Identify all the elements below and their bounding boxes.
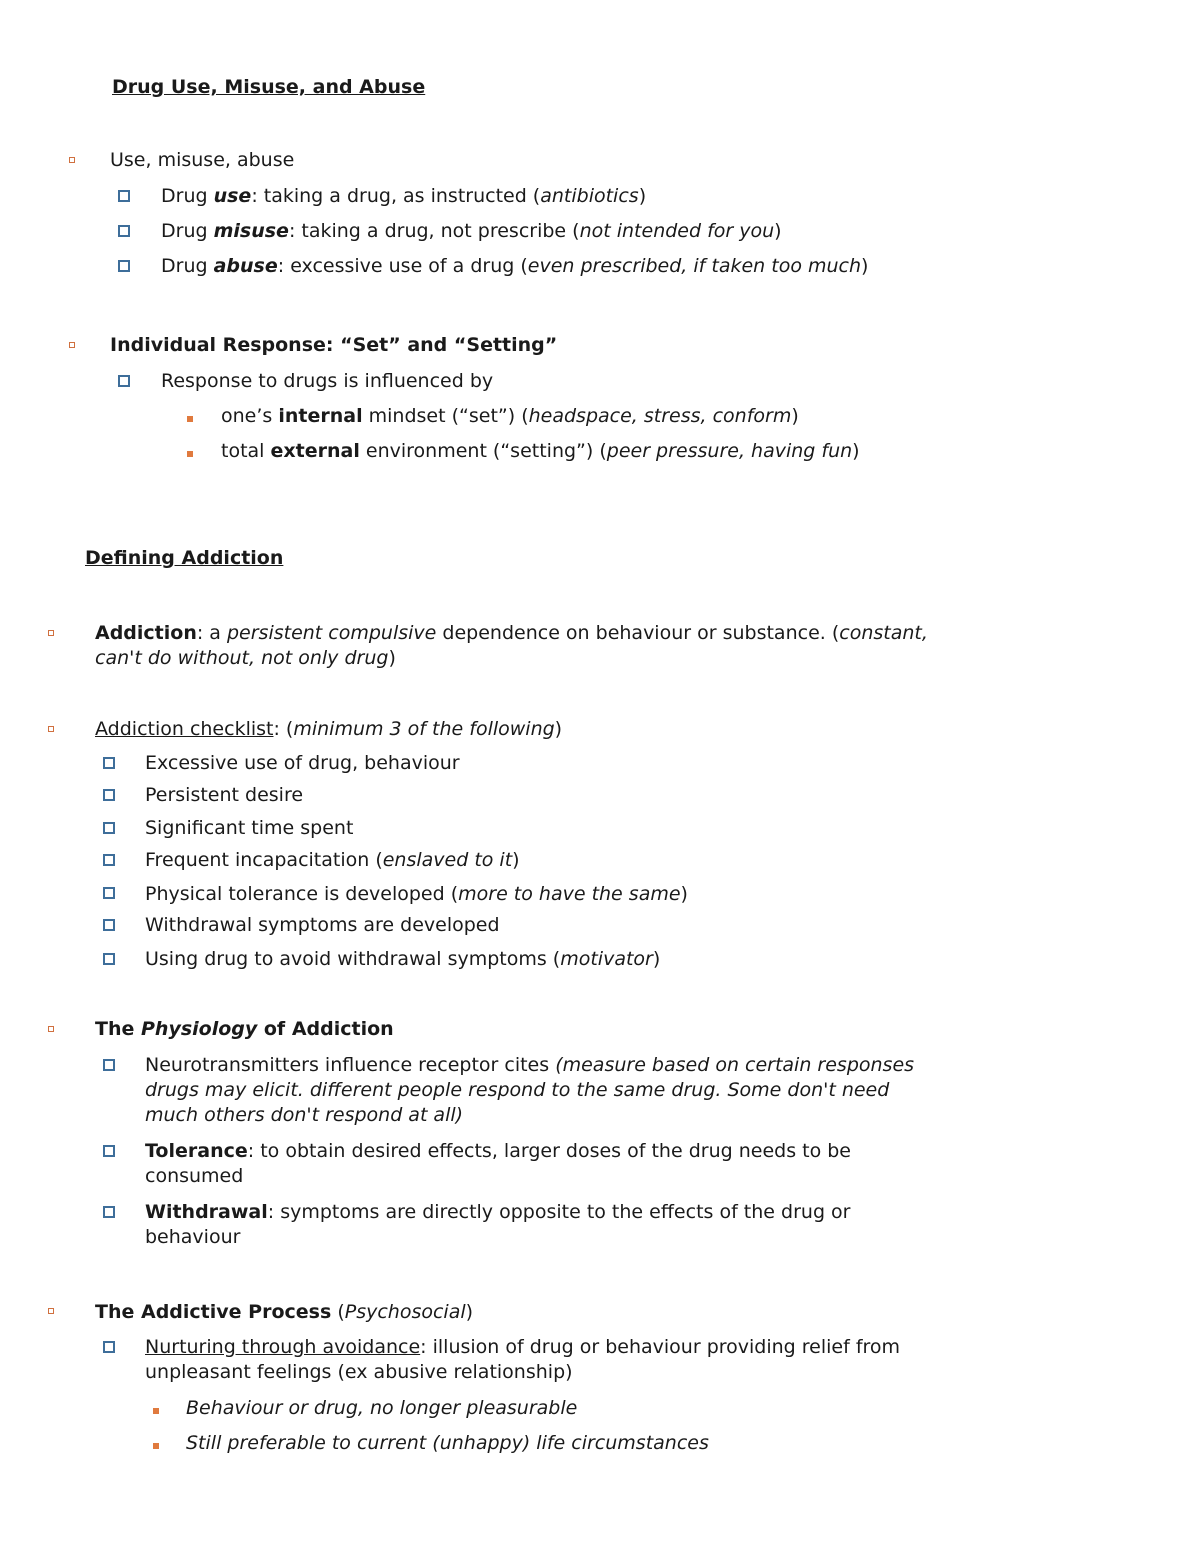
list-item-external-environment: total external environment (“setting”) (peer pressure, having fun) [221,440,860,462]
process-subitem: Behaviour or drug, no longer pleasurable [186,1397,578,1419]
checklist-item: Significant time spent [145,817,354,839]
checkbox-bullet-icon [103,887,115,899]
list-item-response-influence: Response to drugs is influenced by [161,370,494,392]
checkbox-bullet-icon [103,919,115,931]
list-item-individual-response: Individual Response: “Set” and “Setting” [110,334,558,356]
checklist-item: Excessive use of drug, behaviour [145,752,460,774]
checklist-item: Physical tolerance is developed (more to have the same) [145,883,688,905]
bullet-icon [48,1308,54,1314]
checklist-item: Persistent desire [145,784,304,806]
physiology-item-neurotransmitters: Neurotransmitters influence receptor cites (measure based on certain responses drugs may elicit. different people respond to the same drug. Some don't need much others don't respond at all) [145,1054,915,1126]
process-item-nurturing: Nurturing through avoidance: illusion of drug or behaviour providing relief from unpleasant feelings (ex abusive relationship) [145,1336,901,1383]
square-bullet-icon [187,451,193,457]
list-item-drug-misuse: Drug misuse: taking a drug, not prescribe (not intended for you) [161,220,782,242]
checkbox-bullet-icon [118,260,130,272]
checklist-item: Frequent incapacitation (enslaved to it) [145,849,520,871]
checklist-item: Withdrawal symptoms are developed [145,914,500,936]
square-bullet-icon [153,1408,159,1414]
bullet-icon [48,630,54,636]
bullet-icon [48,726,54,732]
physiology-item-tolerance: Tolerance: to obtain desired effects, larger doses of the drug needs to be consumed [145,1140,851,1187]
list-item-drug-use: Drug use: taking a drug, as instructed (antibiotics) [161,185,647,207]
checkbox-bullet-icon [103,1341,115,1353]
checkbox-bullet-icon [103,1145,115,1157]
list-item-use-misuse: Use, misuse, abuse [110,149,295,171]
addictive-process-heading: The Addictive Process (Psychosocial) [95,1301,474,1323]
bullet-icon [69,157,75,163]
section-title-defining-addiction: Defining Addiction [85,547,284,569]
checkbox-bullet-icon [103,757,115,769]
checkbox-bullet-icon [103,789,115,801]
addiction-definition: Addiction: a persistent compulsive dependence on behaviour or substance. (constant, can't do without, not only drug) [95,622,928,669]
checkbox-bullet-icon [103,953,115,965]
list-item-internal-mindset: one’s internal mindset (“set”) (headspace, stress, conform) [221,405,799,427]
checkbox-bullet-icon [118,225,130,237]
addiction-checklist-heading: Addiction checklist: (minimum 3 of the following) [95,718,563,740]
physiology-item-withdrawal: Withdrawal: symptoms are directly opposite to the effects of the drug or behaviour [145,1201,851,1248]
checkbox-bullet-icon [103,1206,115,1218]
checkbox-bullet-icon [118,375,130,387]
checkbox-bullet-icon [103,854,115,866]
checklist-item: Using drug to avoid withdrawal symptoms (motivator) [145,948,661,970]
checkbox-bullet-icon [103,822,115,834]
bullet-icon [48,1026,54,1032]
checkbox-bullet-icon [118,190,130,202]
square-bullet-icon [153,1443,159,1449]
list-item-drug-abuse: Drug abuse: excessive use of a drug (even prescribed, if taken too much) [161,255,869,277]
section-title-drug-use: Drug Use, Misuse, and Abuse [112,76,426,98]
process-subitem: Still preferable to current (unhappy) life circumstances [186,1432,709,1454]
bullet-icon [69,342,75,348]
checkbox-bullet-icon [103,1059,115,1071]
square-bullet-icon [187,416,193,422]
physiology-heading: The Physiology of Addiction [95,1018,394,1040]
